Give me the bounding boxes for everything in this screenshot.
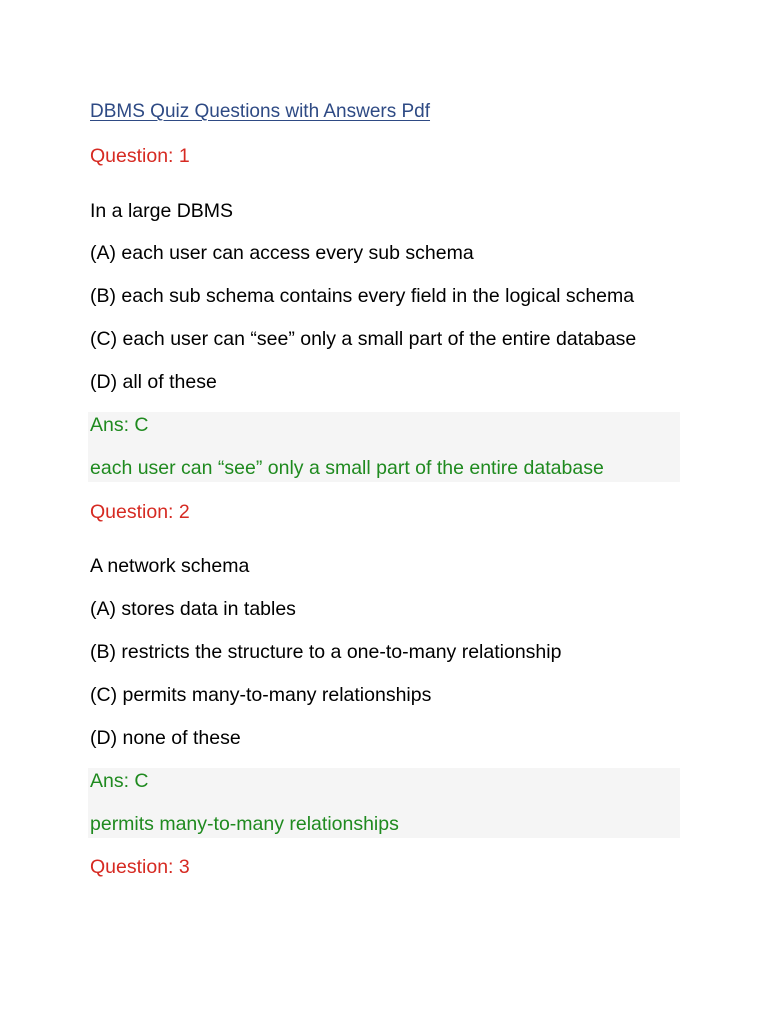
question-label: Question: 3 [90,856,190,878]
answer-text: permits many-to-many relationships [90,813,399,835]
answer-label: Ans: C [90,414,149,436]
option-a: (A) each user can access every sub schema [90,242,474,264]
answer-text: each user can “see” only a small part of the entire database [90,457,604,479]
answer-label: Ans: C [90,770,149,792]
question-label: Question: 1 [90,145,190,167]
question-stem: In a large DBMS [90,200,234,222]
option-b: (B) restricts the structure to a one-to-many relationship [90,641,562,663]
document-title: DBMS Quiz Questions with Answers Pdf [90,101,431,122]
option-c: (C) permits many-to-many relationships [90,684,432,706]
option-d: (D) all of these [90,371,217,393]
question-stem: A network schema [90,555,250,577]
question-label: Question: 2 [90,501,190,523]
option-c: (C) each user can “see” only a small part of the entire database [90,328,637,350]
option-d: (D) none of these [90,727,241,749]
option-b: (B) each sub schema contains every field in the logical schema [90,285,635,307]
option-a: (A) stores data in tables [90,598,296,620]
